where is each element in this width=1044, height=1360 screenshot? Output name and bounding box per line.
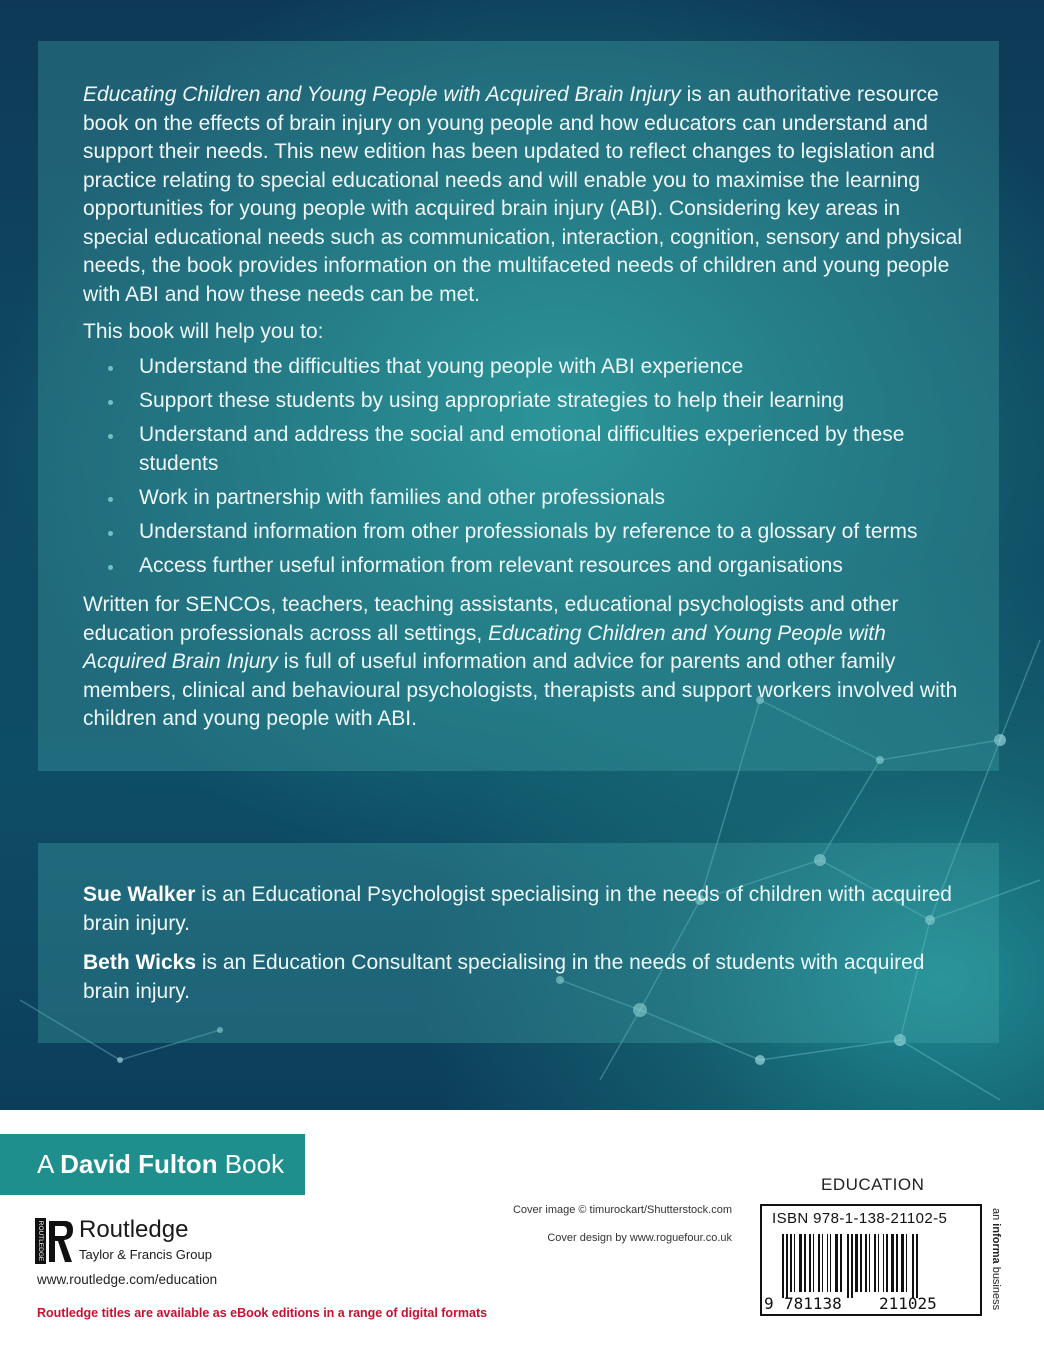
informa-suffix: business <box>990 1263 1002 1311</box>
description-paragraph <box>83 81 963 309</box>
barcode-bar <box>786 1234 788 1298</box>
fulton-name: David Fulton <box>60 1149 218 1179</box>
author-bio <box>83 949 963 1006</box>
audience-before: Written for SENCOs, teachers, teaching assistants, educational psychologists and other education professionals across all settings, <box>83 593 899 645</box>
barcode-digit-group: 781138 <box>784 1294 842 1313</box>
barcode-bar <box>855 1234 858 1292</box>
publisher-group: Taylor & Francis Group <box>79 1247 212 1262</box>
list-item: Support these students by using appropriate strategies to help their learning <box>108 387 968 416</box>
barcode-bar <box>782 1234 784 1298</box>
barcode-bar <box>869 1234 870 1292</box>
barcode-bar <box>851 1234 853 1298</box>
informa-brand: informa <box>990 1223 1002 1264</box>
informa-tagline <box>990 1208 1004 1318</box>
subject-category: EDUCATION <box>821 1175 925 1194</box>
routledge-spine-text: ROUTLEDGE <box>36 1220 44 1262</box>
isbn-barcode <box>760 1204 982 1316</box>
book-title-italic: Educating Children and Young People with Acquired Brain Injury <box>83 83 681 106</box>
informa-prefix: an <box>990 1208 1002 1224</box>
list-item: Access further useful information from relevant resources and organisations <box>108 552 968 581</box>
barcode-bar <box>878 1234 879 1292</box>
barcode-bar <box>901 1234 904 1292</box>
help-intro: This book will help you to: <box>83 320 324 343</box>
barcode-bar <box>809 1234 811 1292</box>
author-panel <box>38 843 999 1043</box>
barcode-bar <box>886 1234 888 1292</box>
book-title-italic: Educating Children and Young People with Acquired Brain Injury <box>83 621 886 673</box>
audience-paragraph <box>83 591 963 734</box>
barcode-bar <box>799 1234 802 1292</box>
barcode-bar <box>891 1234 894 1292</box>
ebook-note: Routledge titles are available as eBook editions in a range of digital formats <box>37 1306 488 1320</box>
list-item: Work in partnership with families and other professionals <box>108 484 968 513</box>
barcode-bar <box>912 1234 914 1298</box>
barcode-bar <box>896 1234 898 1292</box>
barcode-bar <box>916 1234 918 1298</box>
barcode-bar <box>822 1234 823 1292</box>
barcode-bar <box>883 1234 884 1292</box>
david-fulton-banner <box>0 1134 305 1195</box>
list-item: Understand the difficulties that young people with ABI experience <box>108 353 968 382</box>
barcode-digit-group: 211025 <box>879 1294 937 1313</box>
list-item: Understand information from other professionals by reference to a glossary of terms <box>108 518 968 547</box>
routledge-book-icon <box>35 1218 75 1264</box>
publisher-name: Routledge <box>79 1216 189 1243</box>
author-bio <box>83 881 963 938</box>
author-name: Sue Walker <box>83 883 196 906</box>
author-description: is an Education Consultant specialising in the needs of students with acquired brain injury. <box>83 951 925 1003</box>
barcode-bar <box>847 1234 849 1298</box>
audience-after: is full of useful information and advice for parents and other family members, clinical and behavioural psychologists, therapists and support workers involved with children and young people with ABI. <box>83 650 958 730</box>
barcode-bar <box>874 1234 876 1292</box>
barcode-digit-group: 9 <box>764 1294 774 1313</box>
barcode-bar <box>860 1234 862 1292</box>
barcode-bar <box>818 1234 820 1292</box>
barcode-bar <box>804 1234 806 1292</box>
isbn-label: ISBN 978-1-138-21102-5 <box>772 1210 948 1227</box>
description-body: is an authoritative resource book on the effects of brain injury on young people and how educators can understand and support their needs. This new edition has been updated to reflect changes to legislation and practice relating to special educational needs and will enable you to maximise the learning opportunities for young people with acquired brain injury (ABI). Considering key areas in special educational needs such as communication, interaction, cognition, sensory and physical needs, the book provides information on the multifaceted needs of children and young people with ABI and how these needs can be met. <box>83 83 963 306</box>
list-item: Understand and address the social and emotional difficulties experienced by these students <box>108 421 968 478</box>
barcode-bar <box>790 1234 792 1292</box>
barcode-bar <box>906 1234 907 1292</box>
fulton-suffix: Book <box>217 1149 285 1179</box>
fulton-prefix: A <box>37 1149 61 1179</box>
cover-image-credit: Cover image © timurockart/Shutterstock.com <box>512 1204 732 1216</box>
author-name: Beth Wicks <box>83 951 197 974</box>
cover-design-credit: Cover design by www.roguefour.co.uk <box>547 1232 732 1244</box>
barcode-bar <box>840 1234 842 1292</box>
publisher-url[interactable]: www.routledge.com/education <box>37 1272 218 1287</box>
barcode-bar <box>830 1234 831 1292</box>
author-description: is an Educational Psychologist specialising in the needs of children with acquired brain injury. <box>83 883 952 935</box>
barcode-bar <box>794 1234 795 1292</box>
barcode-bar <box>835 1234 838 1292</box>
routledge-logo <box>35 1216 235 1268</box>
barcode-bar <box>865 1234 867 1292</box>
barcode-bar <box>813 1234 814 1292</box>
benefits-list <box>108 353 968 586</box>
barcode-bar <box>827 1234 828 1292</box>
